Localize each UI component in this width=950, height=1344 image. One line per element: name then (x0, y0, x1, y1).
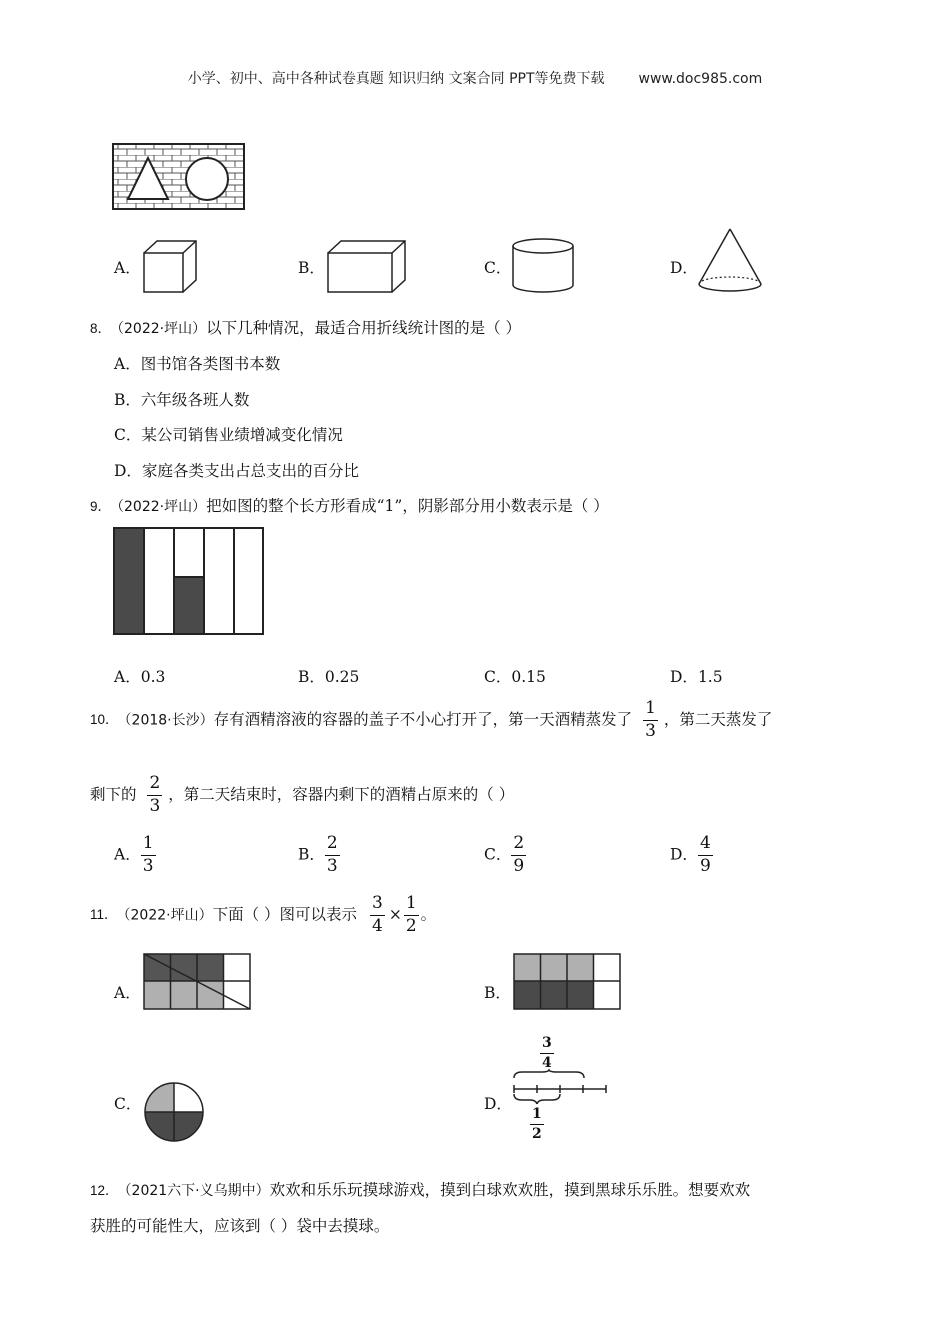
q12-stem-line1 (90, 1178, 750, 1200)
q8-option-a-text: 图书馆各类图书本数 (140, 355, 281, 373)
q10-option-d-den: 9 (699, 855, 711, 876)
q11-d-top-frac (540, 1036, 554, 1070)
q10-option-c-den: 9 (513, 855, 525, 876)
q11-stem-end: 。 (420, 905, 437, 924)
q8-source: （2022·坪山） (117, 321, 207, 337)
q10-fraction-1 (643, 700, 658, 741)
q11-fraction-1 (370, 895, 385, 936)
q11-d-bottom-fraction (530, 1107, 544, 1141)
q9-stem (90, 494, 609, 516)
q10-option-c-letter: C． (484, 845, 512, 864)
q8-stem (90, 316, 521, 338)
q10-option-d-num: 4 (698, 835, 713, 856)
q11-option-c[interactable] (114, 1092, 141, 1114)
q7-cuboid-figure (327, 240, 407, 294)
q9-option-d-text: 1.5 (697, 668, 723, 686)
q9-number: 9． (90, 499, 112, 514)
q10-stem-d: ，第二天结束时，容器内剩下的酒精占原来的（ ） (168, 785, 515, 804)
q11-d-bottom-den: 2 (532, 1125, 542, 1142)
q7-option-c-letter: C． (484, 259, 512, 277)
page-header (0, 68, 950, 88)
q7-option-a-letter: A． (114, 259, 141, 277)
q10-option-d-letter: D． (670, 845, 698, 864)
q11-frac1-num: 3 (370, 895, 385, 916)
q11-d-top-fraction (540, 1036, 554, 1070)
q12-source: （2021六下·义乌期中） (124, 1183, 270, 1199)
q12-stem-line2 (90, 1214, 389, 1236)
q7-option-a[interactable] (114, 256, 141, 278)
q11-stem-a: 下面（ ）图可以表示 (212, 905, 358, 924)
q11-stem (90, 895, 436, 936)
q10-frac1-num: 1 (643, 700, 658, 721)
q11-d-bottom-num: 1 (530, 1107, 544, 1125)
circle-hole (186, 158, 228, 200)
q7-cone-figure (697, 228, 763, 294)
q11-d-top-den: 4 (542, 1054, 552, 1071)
q10-option-d[interactable] (670, 835, 713, 876)
q8-number: 8． (90, 321, 112, 336)
q10-option-b-num: 2 (325, 835, 340, 856)
q10-frac2-den: 3 (149, 795, 161, 816)
q9-option-c[interactable] (484, 665, 546, 687)
q10-option-a-letter: A． (114, 845, 141, 864)
q7-option-b[interactable] (298, 256, 325, 278)
q9-option-d[interactable] (670, 665, 723, 687)
q9-option-b-letter: B． (298, 668, 325, 686)
q7-wall-figure (112, 143, 246, 211)
q11-option-b[interactable] (484, 981, 511, 1003)
q10-option-c[interactable] (484, 835, 526, 876)
q10-option-a-den: 3 (142, 855, 154, 876)
q9-stem-text: 把如图的整个长方形看成“1”，阴影部分用小数表示是（ ） (206, 497, 609, 515)
q9-option-c-text: 0.15 (511, 668, 546, 686)
q12-stem-b: 获胜的可能性大，应该到（ ）袋中去摸球。 (90, 1217, 390, 1235)
q11-fraction-2 (404, 895, 419, 936)
q8-option-d[interactable] (114, 459, 359, 481)
q11-option-d-letter: D． (484, 1095, 512, 1113)
q11-option-c-figure (143, 1081, 205, 1143)
q10-option-a[interactable] (114, 835, 156, 876)
q10-stem-line1 (90, 700, 772, 741)
q8-option-d-letter: D． (114, 462, 142, 480)
q12-stem-a: 欢欢和乐乐玩摸球游戏，摸到白球欢欢胜，摸到黑球乐乐胜。想要欢欢 (269, 1181, 751, 1199)
q11-d-top-num: 3 (540, 1036, 554, 1054)
q11-option-c-letter: C． (114, 1095, 142, 1113)
q10-option-b-den: 3 (326, 855, 338, 876)
q9-option-d-letter: D． (670, 668, 698, 686)
q9-option-b-text: 0.25 (324, 668, 360, 686)
q10-stem-b: ，第二天蒸发了 (663, 710, 773, 729)
q10-fraction-2 (147, 775, 162, 816)
q7-cylinder-figure (511, 238, 575, 294)
q10-option-d-fraction (698, 835, 713, 876)
q10-option-b-letter: B． (298, 845, 325, 864)
q11-frac2-den: 2 (405, 915, 417, 936)
q7-option-c[interactable] (484, 256, 511, 278)
q10-option-b[interactable] (298, 835, 340, 876)
q11-times: × (388, 905, 402, 924)
q11-number: 11． (90, 907, 118, 923)
q10-option-a-num: 1 (141, 835, 156, 856)
q8-option-b[interactable] (114, 388, 249, 410)
q10-option-a-fraction (141, 835, 156, 876)
q10-option-c-fraction (511, 835, 526, 876)
q9-option-a-letter: A． (114, 668, 141, 686)
q11-option-b-figure (513, 953, 622, 1011)
q9-option-a-text: 0.3 (140, 668, 166, 686)
q10-stem-line2 (90, 775, 514, 816)
q8-option-d-text: 家庭各类支出占总支出的百分比 (141, 462, 359, 480)
q11-frac1-den: 4 (371, 915, 383, 936)
q11-option-a-figure (143, 953, 252, 1011)
header-text: 小学、初中、高中各种试卷真题 知识归纳 文案合同 PPT等免费下载 (187, 71, 605, 87)
q9-rectangle-figure (113, 527, 265, 636)
q10-stem-a: 存有酒精溶液的容器的盖子不小心打开了，第一天酒精蒸发了 (213, 710, 633, 729)
q11-option-b-letter: B． (484, 984, 511, 1002)
q10-option-c-num: 2 (511, 835, 526, 856)
q8-option-a-letter: A． (114, 355, 141, 373)
q11-option-d-figure (512, 1070, 608, 1106)
q8-option-b-letter: B． (114, 391, 141, 409)
q7-cube-figure (143, 240, 199, 294)
q11-frac2-num: 1 (404, 895, 419, 916)
q11-d-bottom-frac (530, 1107, 544, 1141)
q10-frac1-den: 3 (645, 720, 656, 741)
q7-option-d-letter: D． (670, 259, 698, 277)
q8-option-b-text: 六年级各班人数 (140, 391, 250, 409)
q10-number: 10． (90, 712, 119, 728)
q8-option-c-letter: C． (114, 426, 142, 444)
q10-option-b-fraction (325, 835, 340, 876)
q8-option-c-text: 某公司销售业绩增减变化情况 (141, 426, 343, 444)
q11-source: （2022·坪山） (123, 907, 213, 924)
q9-option-a[interactable] (114, 665, 165, 687)
q12-number: 12． (90, 1183, 119, 1198)
q9-option-c-letter: C． (484, 668, 512, 686)
q10-stem-c: 剩下的 (90, 785, 137, 804)
q11-option-a-letter: A． (114, 984, 141, 1002)
header-site: www.doc985.com (638, 71, 763, 87)
q11-option-d[interactable] (484, 1092, 512, 1114)
q8-option-c[interactable] (114, 423, 343, 445)
q9-source: （2022·坪山） (117, 499, 207, 515)
q7-option-b-letter: B． (298, 259, 325, 277)
q11-option-a[interactable] (114, 981, 141, 1003)
q8-stem-text: 以下几种情况，最适合用折线统计图的是（ ） (206, 319, 522, 337)
q10-source: （2018·长沙） (124, 712, 214, 729)
q9-option-b[interactable] (298, 665, 359, 687)
q10-frac2-num: 2 (147, 775, 162, 796)
q8-option-a[interactable] (114, 352, 280, 374)
q7-option-d[interactable] (670, 256, 698, 278)
